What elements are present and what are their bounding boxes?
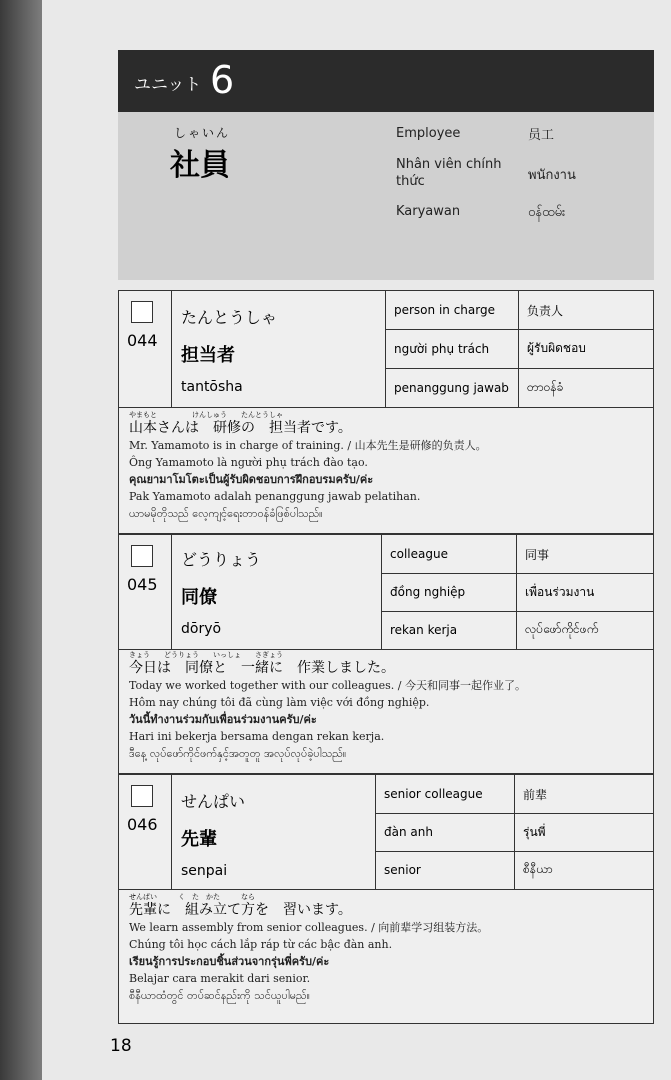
translation-en: Employee (396, 126, 461, 141)
checkbox[interactable] (131, 301, 153, 323)
trans-cell: รุ่นพี่ (514, 813, 654, 851)
trans-cell: တာဝန်ခံ (518, 368, 654, 407)
headword-ruby: しゃいん (174, 126, 231, 140)
sentence-japanese: 山本さんは 研修の 担当者です。 (129, 420, 352, 436)
entry-kanji: 先輩 (181, 829, 217, 850)
entry-romaji: tantōsha (181, 379, 243, 395)
translation-th: พนักงาน (528, 168, 576, 183)
sentence-th: เรียนรู้การประกอบชิ้นส่วนจากรุ่นพี่ครับ/ค่ะ (129, 955, 330, 968)
headword-kanji: 社員 (170, 148, 230, 183)
entry-kana: どうりょう (181, 550, 262, 569)
sentence-ruby: やまもと けんしゅう たんとうしゃ (129, 411, 283, 419)
trans-cell: đàn anh (384, 825, 433, 839)
trans-cell: đồng nghiệp (390, 585, 466, 599)
unit-header (118, 50, 654, 112)
trans-cell: senior (384, 863, 421, 877)
sentence-en-zh: We learn assembly from senior colleagues. / 向前辈学习组装方法。 (129, 921, 489, 934)
vocab-entry (118, 534, 654, 774)
unit-label: ユニット (134, 75, 202, 95)
page (42, 0, 671, 1080)
trans-cell: 前辈 (514, 775, 654, 813)
sentence-japanese: 先輩に 組み立て方を 習います。 (129, 902, 352, 918)
translation-my: ဝန်ထမ်း (528, 205, 566, 220)
translation-id: Karyawan (396, 204, 461, 219)
unit-number: 6 (210, 58, 235, 102)
headword-box (118, 112, 654, 280)
sentence-ruby: せんぱい く た かた なら (129, 893, 255, 901)
trans-cell: colleague (390, 547, 448, 561)
trans-cell: စီနီယာ (514, 851, 654, 889)
translation-grid (385, 291, 654, 407)
entry-kana: せんぱい (181, 792, 246, 811)
translation-grid (375, 775, 654, 889)
translation-zh: 员工 (528, 128, 555, 143)
vocab-entry (118, 774, 654, 1024)
sentence-en-zh: Today we worked together with our colleagues. / 今天和同事一起作业了。 (129, 679, 526, 692)
entry-kanji: 担当者 (181, 345, 235, 366)
trans-cell: ผู้รับผิดชอบ (518, 329, 654, 368)
sentence-vi: Ông Yamamoto là người phụ trách đào tạo. (129, 456, 368, 469)
entry-romaji: dōryō (181, 621, 222, 637)
trans-cell: penanggung jawab (394, 380, 509, 395)
sentence-japanese: 今日は 同僚と 一緒に 作業しました。 (129, 660, 395, 676)
trans-cell: người phụ trách (394, 341, 490, 356)
sentence-vi: Hôm nay chúng tôi đã cùng làm việc với đồng nghiệp. (129, 696, 430, 709)
trans-cell: senior colleague (384, 787, 483, 801)
translation-grid (381, 535, 654, 649)
entry-number: 045 (127, 575, 158, 594)
checkbox[interactable] (131, 545, 153, 567)
checkbox[interactable] (131, 785, 153, 807)
entry-number: 046 (127, 815, 158, 834)
trans-cell: လုပ်ဖော်ကိုင်ဖက် (516, 611, 654, 649)
sentence-my: ယာမမိုတိုသည် လေ့ကျင့်ရေးတာဝန်ခံဖြစ်ပါသည်။ (129, 507, 323, 520)
entry-number: 044 (127, 331, 158, 350)
sentence-ruby: きょう どうりょう いっしょ さぎょう (129, 651, 283, 659)
entry-kana: たんとうしゃ (181, 308, 278, 327)
trans-cell: เพื่อนร่วมงาน (516, 573, 654, 611)
sentence-my: စီနီယာထံတွင် တပ်ဆင်နည်းကို သင်ယူပါမည်။ (129, 989, 310, 1002)
trans-cell: 负责人 (518, 291, 654, 329)
trans-cell: person in charge (394, 303, 495, 317)
sentence-id: Hari ini bekerja bersama dengan rekan kerja. (129, 730, 385, 743)
vocab-entry (118, 290, 654, 534)
sentence-vi: Chúng tôi học cách lắp ráp từ các bậc đàn anh. (129, 938, 393, 951)
translation-vi: Nhân viên chính thức (396, 157, 502, 189)
entry-kanji: 同僚 (181, 587, 217, 608)
example-sentence (129, 411, 639, 522)
trans-cell: rekan kerja (390, 623, 458, 637)
sentence-en-zh: Mr. Yamamoto is in charge of training. / 山本先生是研修的负责人。 (129, 439, 487, 452)
sentence-th: คุณยามาโมโตะเป็นผู้รับผิดชอบการฝึกอบรมครับ/ค่ะ (129, 473, 374, 486)
sentence-id: Belajar cara merakit dari senior. (129, 972, 311, 985)
sentence-id: Pak Yamamoto adalah penanggung jawab pelatihan. (129, 490, 421, 503)
sentence-my: ဒီနေ့ လုပ်ဖော်ကိုင်ဖက်နှင့်အတူတူ အလုပ်လုပ်ခဲ့ပါသည်။ (129, 747, 347, 760)
example-sentence (129, 651, 639, 762)
entry-romaji: senpai (181, 863, 228, 879)
example-sentence (129, 893, 639, 1004)
page-number: 18 (110, 1036, 132, 1056)
trans-cell: 同事 (516, 535, 654, 573)
sentence-th: วันนี้ทำงานร่วมกับเพื่อนร่วมงานครับ/ค่ะ (129, 713, 317, 726)
